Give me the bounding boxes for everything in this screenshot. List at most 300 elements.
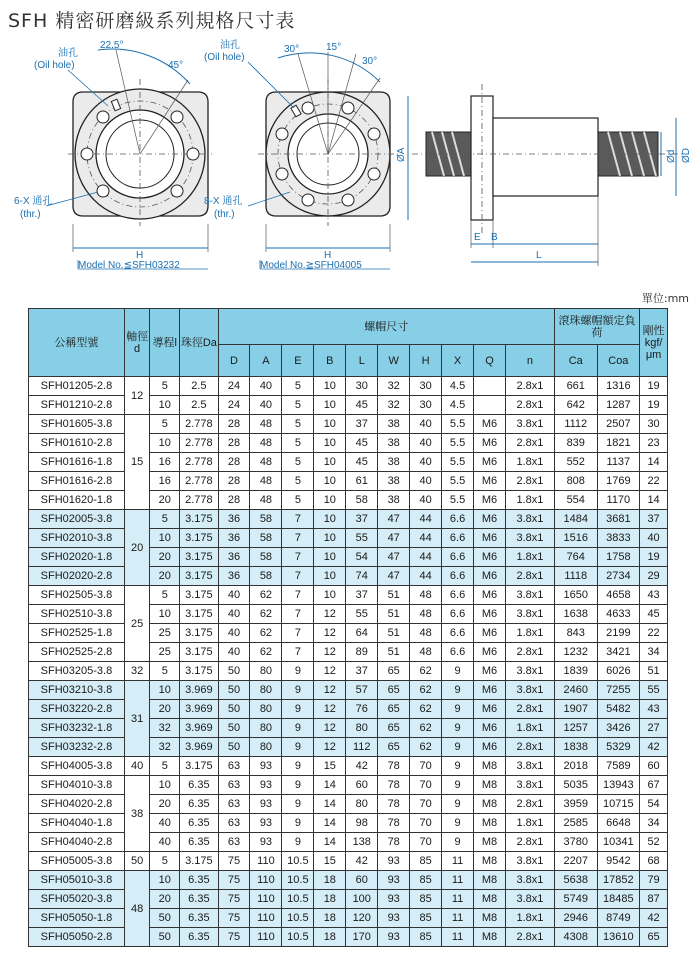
cell-ball: 3.969: [180, 719, 218, 738]
cell-model: SFH01210-2.8: [29, 396, 125, 415]
cell-W: 38: [378, 434, 410, 453]
cell-H: 85: [410, 852, 442, 871]
cell-K: 65: [640, 928, 668, 947]
cell-Coa: 1769: [597, 472, 640, 491]
cell-Q: M8: [474, 757, 506, 776]
cell-Coa: 2507: [597, 415, 640, 434]
cell-n: 1.8x1: [505, 624, 554, 643]
cell-W: 93: [378, 852, 410, 871]
cell-Q: [474, 377, 506, 396]
cell-H: 85: [410, 871, 442, 890]
cell-D: 50: [218, 719, 250, 738]
cell-E: 5: [282, 377, 314, 396]
cell-lead: 5: [150, 852, 180, 871]
cell-A: 40: [250, 377, 282, 396]
cell-L: 45: [346, 434, 378, 453]
cell-Q: M8: [474, 776, 506, 795]
cell-H: 70: [410, 833, 442, 852]
cell-B: 18: [314, 909, 346, 928]
cell-ball: 2.778: [180, 453, 218, 472]
cell-n: 2.8x1: [505, 567, 554, 586]
cell-Q: M6: [474, 434, 506, 453]
cell-Coa: 1137: [597, 453, 640, 472]
cell-model: SFH01616-2.8: [29, 472, 125, 491]
cell-B: 12: [314, 662, 346, 681]
cell-E: 5: [282, 491, 314, 510]
cell-L: 54: [346, 548, 378, 567]
cell-B: 12: [314, 738, 346, 757]
cell-W: 51: [378, 586, 410, 605]
cell-E: 5: [282, 434, 314, 453]
left-h-label: H: [136, 250, 144, 261]
dim-L: L: [536, 250, 542, 261]
cell-B: 14: [314, 814, 346, 833]
cell-B: 12: [314, 605, 346, 624]
cell-Q: M6: [474, 643, 506, 662]
cell-lead: 50: [150, 909, 180, 928]
cell-H: 44: [410, 510, 442, 529]
table-row: [29, 852, 668, 871]
table-row: [29, 415, 668, 434]
cell-Coa: 4658: [597, 586, 640, 605]
cell-D: 63: [218, 757, 250, 776]
cell-Ca: 1839: [554, 662, 597, 681]
right-angle-3: 30°: [362, 56, 378, 67]
cell-ball: 3.175: [180, 510, 218, 529]
cell-Q: M6: [474, 624, 506, 643]
cell-lead: 5: [150, 662, 180, 681]
side-view-drawing: [408, 84, 684, 266]
cell-K: 14: [640, 453, 668, 472]
cell-lead: 20: [150, 890, 180, 909]
cell-model: SFH04040-2.8: [29, 833, 125, 852]
page-title: SFH 精密研磨級系列規格尺寸表: [8, 10, 296, 32]
cell-K: 22: [640, 472, 668, 491]
cell-Ca: 2018: [554, 757, 597, 776]
cell-ball: 6.35: [180, 833, 218, 852]
cell-X: 5.5: [442, 453, 474, 472]
cell-H: 44: [410, 567, 442, 586]
cell-W: 78: [378, 814, 410, 833]
flange-6-hole-drawing: [46, 49, 212, 269]
cell-Coa: 10715: [597, 795, 640, 814]
cell-E: 5: [282, 415, 314, 434]
cell-Ca: 661: [554, 377, 597, 396]
cell-lead: 10: [150, 681, 180, 700]
cell-lead: 5: [150, 757, 180, 776]
cell-shaft-diameter: 20: [124, 510, 150, 586]
cell-lead: 32: [150, 719, 180, 738]
cell-Coa: 1316: [597, 377, 640, 396]
cell-Q: M8: [474, 833, 506, 852]
cell-H: 48: [410, 605, 442, 624]
cell-n: 3.8x1: [505, 890, 554, 909]
cell-model: SFH01620-1.8: [29, 491, 125, 510]
cell-D: 24: [218, 377, 250, 396]
left-oil-hole-zh: 油孔: [58, 48, 78, 59]
cell-Ca: 2585: [554, 814, 597, 833]
cell-lead: 16: [150, 453, 180, 472]
cell-W: 51: [378, 624, 410, 643]
cell-B: 18: [314, 890, 346, 909]
cell-B: 14: [314, 776, 346, 795]
cell-model: SFH05020-3.8: [29, 890, 125, 909]
cell-K: 42: [640, 909, 668, 928]
cell-Ca: 5749: [554, 890, 597, 909]
cell-X: 6.6: [442, 548, 474, 567]
cell-D: 40: [218, 605, 250, 624]
cell-n: 3.8x1: [505, 605, 554, 624]
cell-X: 5.5: [442, 472, 474, 491]
cell-Coa: 2734: [597, 567, 640, 586]
cell-ball: 2.778: [180, 415, 218, 434]
header-E: E: [282, 345, 314, 377]
cell-W: 51: [378, 643, 410, 662]
cell-n: 1.8x1: [505, 453, 554, 472]
cell-E: 5: [282, 396, 314, 415]
cell-lead: 16: [150, 472, 180, 491]
header-ball: 珠徑Da: [180, 309, 218, 377]
cell-W: 78: [378, 833, 410, 852]
cell-D: 24: [218, 396, 250, 415]
cell-Coa: 5329: [597, 738, 640, 757]
cell-B: 10: [314, 510, 346, 529]
cell-ball: 6.35: [180, 871, 218, 890]
cell-K: 30: [640, 415, 668, 434]
cell-n: 3.8x1: [505, 586, 554, 605]
cell-shaft-diameter: 25: [124, 586, 150, 662]
cell-D: 28: [218, 491, 250, 510]
cell-Ca: 764: [554, 548, 597, 567]
header-stiffness: 剛性kgf/μm: [640, 309, 668, 377]
cell-ball: 3.175: [180, 662, 218, 681]
cell-X: 11: [442, 852, 474, 871]
header-nut: 螺帽尺寸: [218, 309, 554, 345]
cell-lead: 25: [150, 643, 180, 662]
cell-shaft-diameter: 40: [124, 757, 150, 776]
cell-X: 11: [442, 890, 474, 909]
cell-A: 48: [250, 434, 282, 453]
cell-K: 34: [640, 814, 668, 833]
cell-Ca: 1112: [554, 415, 597, 434]
flange-8-hole-drawing: [248, 52, 398, 269]
cell-E: 7: [282, 510, 314, 529]
cell-Q: [474, 396, 506, 415]
cell-D: 50: [218, 681, 250, 700]
header-Coa: Coa: [597, 345, 640, 377]
cell-L: 100: [346, 890, 378, 909]
cell-B: 10: [314, 548, 346, 567]
cell-X: 9: [442, 738, 474, 757]
cell-D: 63: [218, 833, 250, 852]
cell-W: 65: [378, 719, 410, 738]
cell-Coa: 5482: [597, 700, 640, 719]
cell-D: 75: [218, 909, 250, 928]
cell-X: 9: [442, 776, 474, 795]
cell-model: SFH02020-2.8: [29, 567, 125, 586]
cell-Ca: 3780: [554, 833, 597, 852]
cell-ball: 3.175: [180, 548, 218, 567]
cell-ball: 3.175: [180, 852, 218, 871]
header-D: D: [218, 345, 250, 377]
cell-Coa: 1287: [597, 396, 640, 415]
cell-Q: M6: [474, 586, 506, 605]
cell-lead: 10: [150, 529, 180, 548]
cell-n: 3.8x1: [505, 529, 554, 548]
cell-Coa: 18485: [597, 890, 640, 909]
cell-lead: 25: [150, 624, 180, 643]
header-X: X: [442, 345, 474, 377]
cell-model: SFH05050-1.8: [29, 909, 125, 928]
cell-ball: 3.175: [180, 605, 218, 624]
cell-K: 54: [640, 795, 668, 814]
cell-n: 2.8x1: [505, 377, 554, 396]
spec-table-body: [29, 377, 668, 947]
cell-Q: M6: [474, 491, 506, 510]
cell-model: SFH02005-3.8: [29, 510, 125, 529]
header-Ca: Ca: [554, 345, 597, 377]
cell-lead: 40: [150, 833, 180, 852]
cell-D: 36: [218, 548, 250, 567]
cell-W: 65: [378, 700, 410, 719]
cell-Coa: 4633: [597, 605, 640, 624]
cell-E: 10.5: [282, 909, 314, 928]
cell-shaft-diameter: 48: [124, 871, 150, 947]
cell-n: 1.8x1: [505, 548, 554, 567]
cell-K: 14: [640, 491, 668, 510]
cell-Q: M8: [474, 852, 506, 871]
cell-L: 80: [346, 719, 378, 738]
cell-A: 62: [250, 624, 282, 643]
header-lead: 導程l: [150, 309, 180, 377]
cell-H: 40: [410, 453, 442, 472]
cell-B: 12: [314, 624, 346, 643]
cell-B: 18: [314, 928, 346, 947]
cell-D: 40: [218, 624, 250, 643]
cell-ball: 2.5: [180, 396, 218, 415]
cell-L: 61: [346, 472, 378, 491]
cell-D: 63: [218, 795, 250, 814]
cell-H: 70: [410, 814, 442, 833]
cell-X: 11: [442, 928, 474, 947]
cell-model: SFH02010-3.8: [29, 529, 125, 548]
cell-D: 63: [218, 814, 250, 833]
header-B: B: [314, 345, 346, 377]
cell-ball: 2.778: [180, 472, 218, 491]
left-thr-zh: 6-X 通孔: [14, 196, 53, 207]
cell-H: 40: [410, 491, 442, 510]
cell-L: 45: [346, 396, 378, 415]
cell-E: 7: [282, 624, 314, 643]
cell-X: 4.5: [442, 396, 474, 415]
cell-Q: M8: [474, 795, 506, 814]
cell-X: 9: [442, 757, 474, 776]
cell-H: 85: [410, 909, 442, 928]
cell-L: 55: [346, 529, 378, 548]
cell-L: 57: [346, 681, 378, 700]
cell-K: 51: [640, 662, 668, 681]
cell-ball: 6.35: [180, 795, 218, 814]
cell-A: 62: [250, 586, 282, 605]
cell-K: 19: [640, 548, 668, 567]
left-thr-en: (thr.): [20, 209, 41, 220]
cell-W: 38: [378, 415, 410, 434]
cell-H: 62: [410, 681, 442, 700]
cell-A: 93: [250, 795, 282, 814]
header-model: 公稱型號: [29, 309, 125, 377]
spec-table: [28, 308, 668, 947]
cell-lead: 20: [150, 491, 180, 510]
cell-A: 110: [250, 871, 282, 890]
cell-lead: 5: [150, 586, 180, 605]
cell-ball: 6.35: [180, 909, 218, 928]
cell-K: 43: [640, 700, 668, 719]
cell-H: 40: [410, 415, 442, 434]
cell-A: 110: [250, 909, 282, 928]
cell-L: 89: [346, 643, 378, 662]
cell-X: 6.6: [442, 529, 474, 548]
cell-X: 9: [442, 681, 474, 700]
cell-H: 30: [410, 377, 442, 396]
cell-A: 110: [250, 928, 282, 947]
cell-H: 62: [410, 719, 442, 738]
cell-E: 9: [282, 814, 314, 833]
cell-W: 38: [378, 472, 410, 491]
cell-shaft-diameter: 12: [124, 377, 150, 415]
cell-L: 58: [346, 491, 378, 510]
cell-Q: M8: [474, 928, 506, 947]
cell-n: 3.8x1: [505, 776, 554, 795]
cell-E: 7: [282, 529, 314, 548]
dim-D: ØD: [681, 148, 691, 163]
cell-L: 45: [346, 453, 378, 472]
technical-drawing: [8, 34, 691, 280]
cell-L: 60: [346, 871, 378, 890]
cell-K: 55: [640, 681, 668, 700]
cell-B: 10: [314, 453, 346, 472]
cell-Ca: 1516: [554, 529, 597, 548]
cell-ball: 2.5: [180, 377, 218, 396]
cell-lead: 20: [150, 548, 180, 567]
cell-ball: 6.35: [180, 890, 218, 909]
cell-model: SFH01205-2.8: [29, 377, 125, 396]
cell-Ca: 1257: [554, 719, 597, 738]
cell-Coa: 3421: [597, 643, 640, 662]
cell-H: 44: [410, 529, 442, 548]
cell-Coa: 10341: [597, 833, 640, 852]
cell-X: 9: [442, 833, 474, 852]
dim-d: Ød: [666, 149, 677, 163]
cell-Ca: 1232: [554, 643, 597, 662]
cell-L: 138: [346, 833, 378, 852]
cell-model: SFH04040-1.8: [29, 814, 125, 833]
cell-X: 4.5: [442, 377, 474, 396]
cell-Coa: 3681: [597, 510, 640, 529]
cell-model: SFH03210-3.8: [29, 681, 125, 700]
cell-Ca: 552: [554, 453, 597, 472]
cell-Q: M6: [474, 415, 506, 434]
right-thr-en: (thr.): [214, 209, 235, 220]
cell-ball: 6.35: [180, 814, 218, 833]
cell-B: 14: [314, 833, 346, 852]
cell-ball: 3.175: [180, 757, 218, 776]
cell-H: 48: [410, 624, 442, 643]
cell-W: 65: [378, 738, 410, 757]
cell-lead: 5: [150, 510, 180, 529]
cell-X: 5.5: [442, 491, 474, 510]
cell-A: 48: [250, 472, 282, 491]
cell-B: 14: [314, 795, 346, 814]
cell-Ca: 1838: [554, 738, 597, 757]
cell-ball: 6.35: [180, 928, 218, 947]
cell-X: 11: [442, 871, 474, 890]
cell-L: 37: [346, 586, 378, 605]
cell-A: 93: [250, 776, 282, 795]
cell-A: 93: [250, 814, 282, 833]
cell-n: 2.8x1: [505, 738, 554, 757]
cell-B: 10: [314, 415, 346, 434]
cell-E: 5: [282, 453, 314, 472]
cell-D: 28: [218, 453, 250, 472]
cell-n: 2.8x1: [505, 396, 554, 415]
cell-Ca: 1118: [554, 567, 597, 586]
cell-A: 93: [250, 757, 282, 776]
cell-Q: M6: [474, 719, 506, 738]
cell-model: SFH05050-2.8: [29, 928, 125, 947]
cell-n: 3.8x1: [505, 871, 554, 890]
header-H: H: [410, 345, 442, 377]
cell-Coa: 1170: [597, 491, 640, 510]
cell-model: SFH04020-2.8: [29, 795, 125, 814]
right-oil-hole-en: (Oil hole): [204, 52, 245, 63]
cell-H: 70: [410, 795, 442, 814]
cell-X: 5.5: [442, 415, 474, 434]
cell-n: 1.8x1: [505, 909, 554, 928]
cell-B: 10: [314, 472, 346, 491]
cell-W: 78: [378, 776, 410, 795]
cell-H: 70: [410, 776, 442, 795]
cell-W: 93: [378, 871, 410, 890]
cell-Ca: 808: [554, 472, 597, 491]
cell-Ca: 2460: [554, 681, 597, 700]
cell-B: 10: [314, 491, 346, 510]
cell-A: 48: [250, 415, 282, 434]
cell-D: 50: [218, 662, 250, 681]
cell-E: 10.5: [282, 928, 314, 947]
cell-E: 9: [282, 776, 314, 795]
table-row: [29, 871, 668, 890]
cell-H: 62: [410, 700, 442, 719]
left-oil-hole-en: (Oil hole): [34, 60, 75, 71]
cell-D: 50: [218, 738, 250, 757]
header-n: n: [505, 345, 554, 377]
cell-K: 42: [640, 738, 668, 757]
cell-X: 9: [442, 662, 474, 681]
cell-B: 10: [314, 567, 346, 586]
cell-lead: 20: [150, 795, 180, 814]
cell-n: 1.8x1: [505, 719, 554, 738]
cell-n: 3.8x1: [505, 510, 554, 529]
cell-D: 28: [218, 434, 250, 453]
cell-K: 52: [640, 833, 668, 852]
cell-E: 5: [282, 472, 314, 491]
cell-W: 51: [378, 605, 410, 624]
cell-H: 70: [410, 757, 442, 776]
cell-model: SFH03205-3.8: [29, 662, 125, 681]
cell-B: 10: [314, 529, 346, 548]
cell-W: 32: [378, 396, 410, 415]
left-angle-1: 22.5°: [100, 40, 124, 51]
